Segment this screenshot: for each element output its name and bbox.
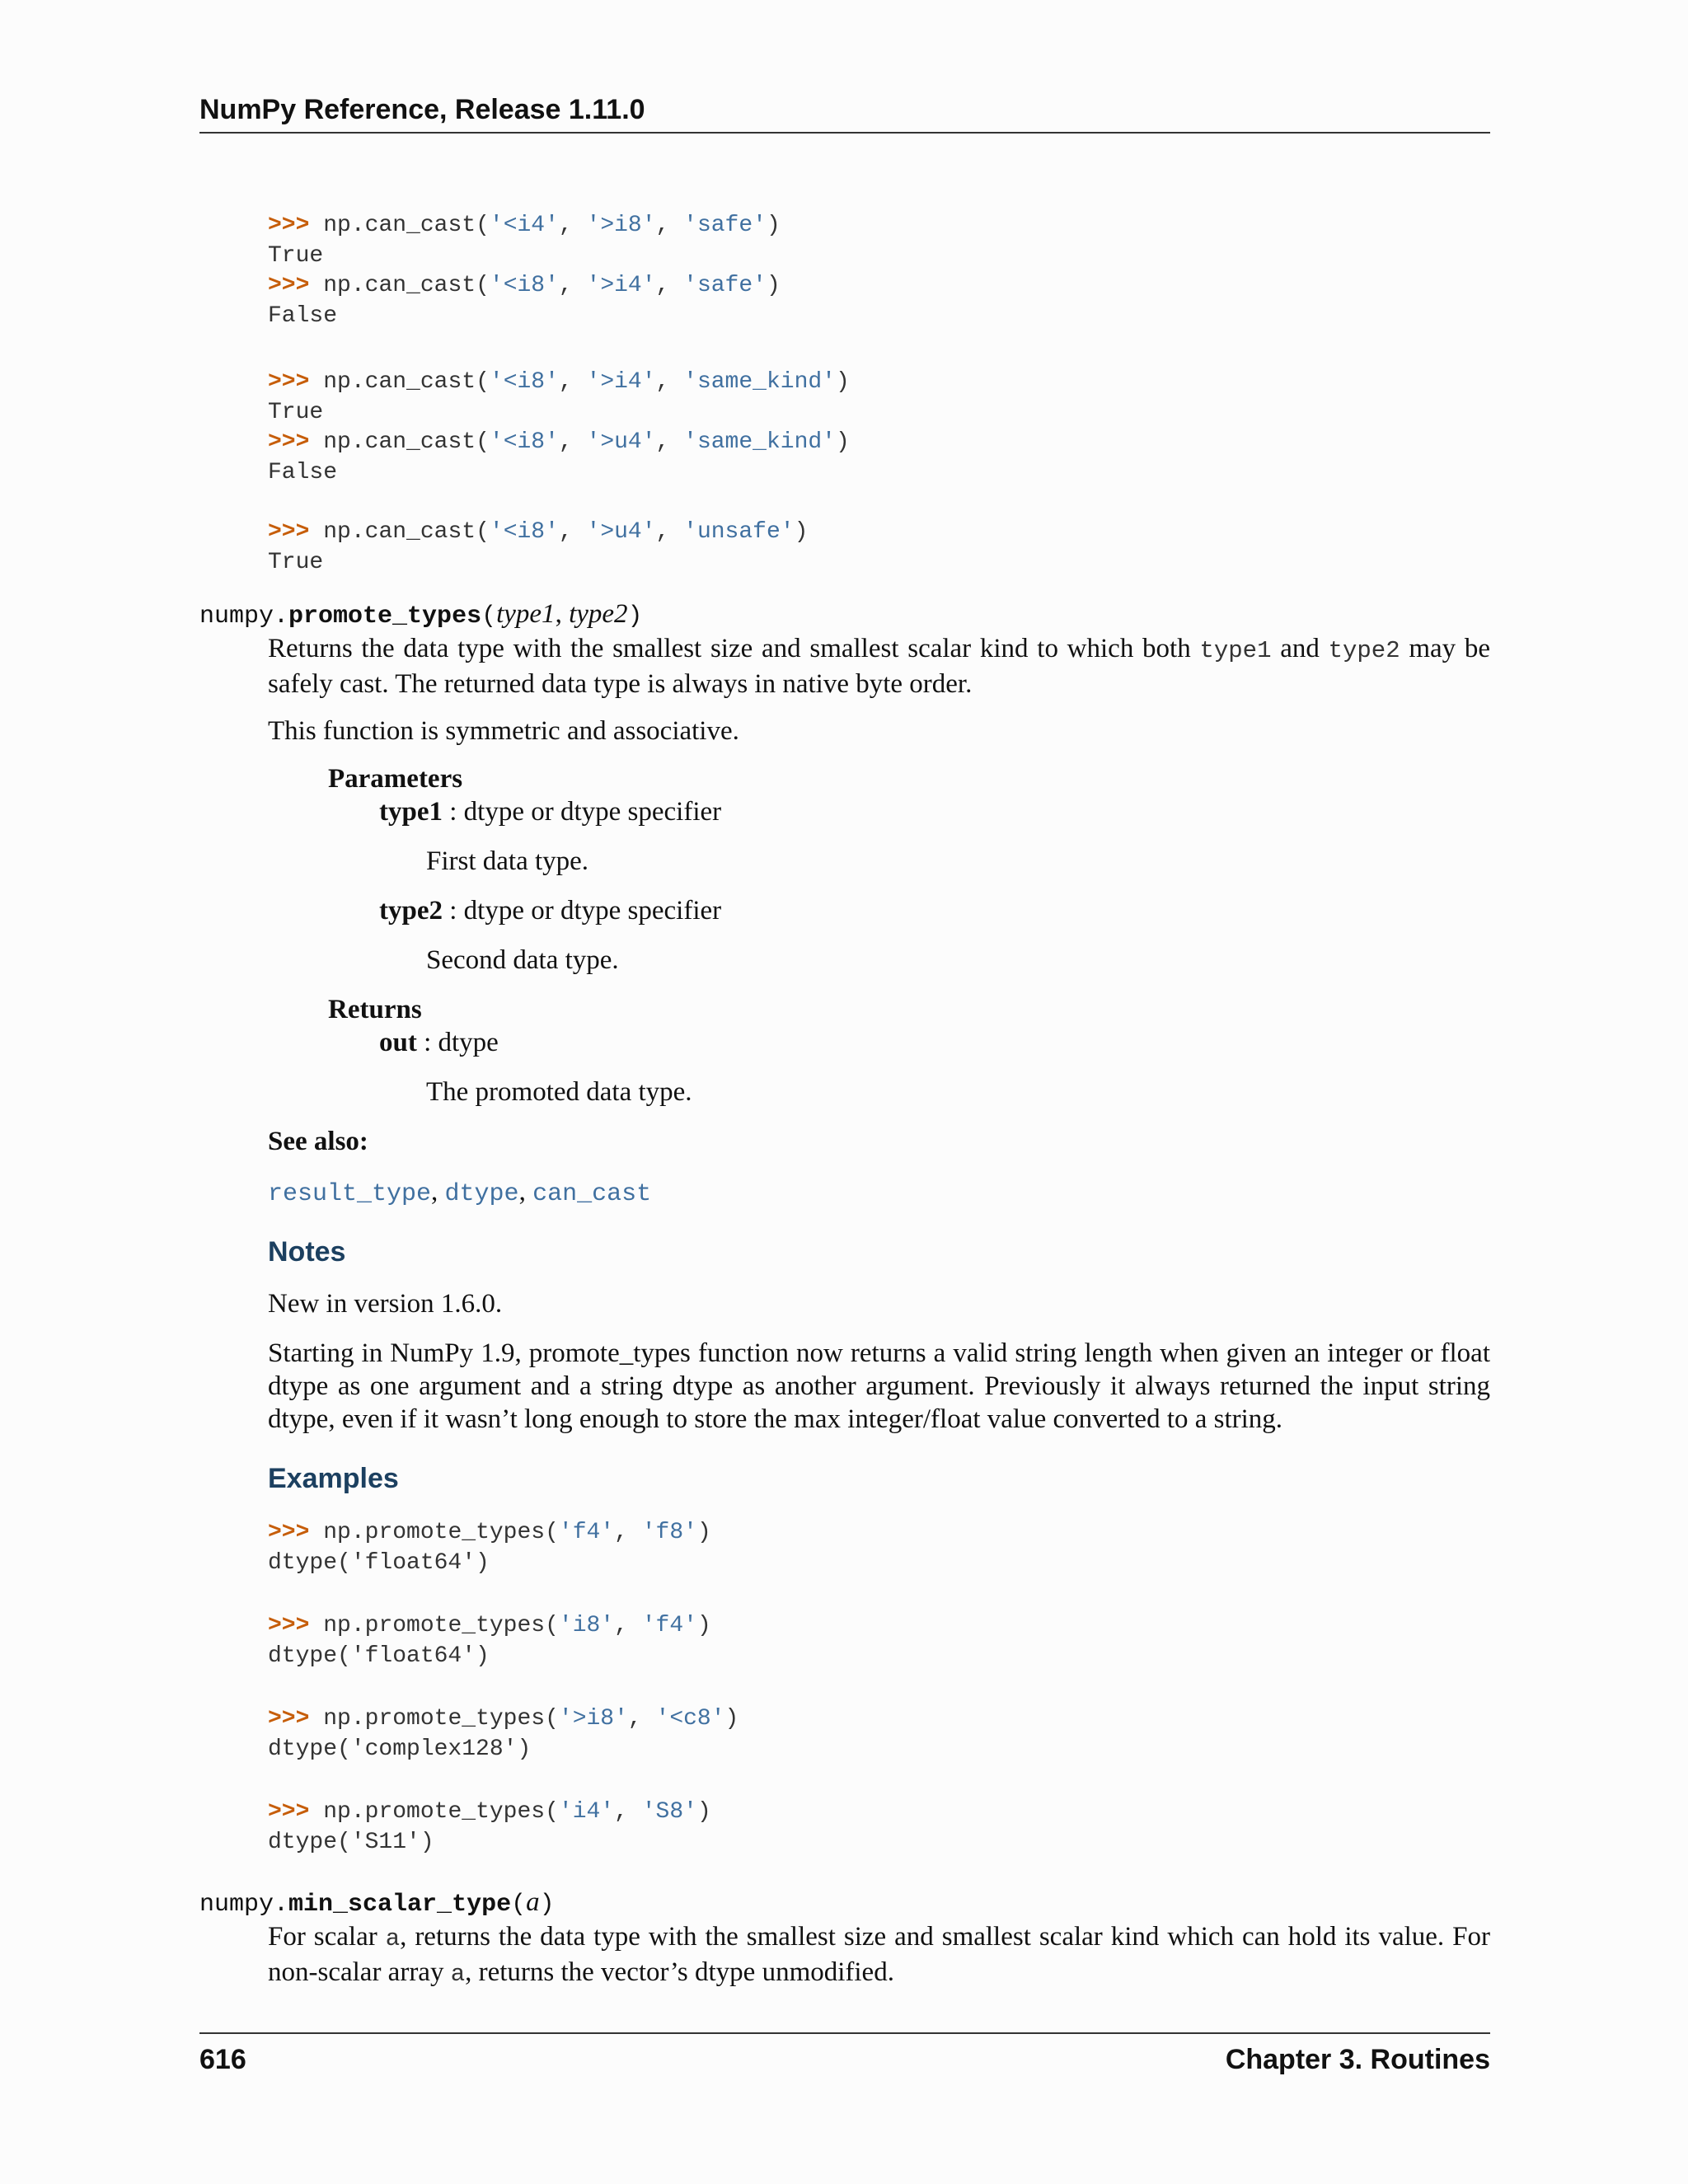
parameter-description: Second data type. xyxy=(426,945,619,975)
parameter-type: : dtype or dtype specifier xyxy=(443,896,722,926)
page-header xyxy=(199,92,1490,134)
see-also-link[interactable]: result_type xyxy=(268,1180,432,1208)
notes-paragraph: New in version 1.6.0. xyxy=(268,1289,503,1319)
return-entry xyxy=(379,1028,499,1058)
header-title: NumPy Reference, Release 1.11.0 xyxy=(199,94,645,125)
link-separator: , xyxy=(431,1177,445,1207)
code-output: False xyxy=(268,302,338,329)
code-block: >>> np.can_cast('<i8', '>i4', 'same_kind') True >>> np.can_cast('<i8', '>u4', 'same_kind') False xyxy=(268,369,850,485)
code-call: np.can_cast xyxy=(323,369,476,395)
text-run: For scalar xyxy=(268,1922,386,1952)
parameter-entry xyxy=(379,896,721,926)
code-string: 'i8' xyxy=(558,1613,615,1638)
parameter-entry xyxy=(379,797,721,827)
code-call: np.promote_types xyxy=(323,1799,546,1825)
module-name: numpy. xyxy=(199,602,289,630)
code-prompt: >>> xyxy=(268,369,310,395)
parameter-name: type2 xyxy=(379,896,443,926)
module-name: numpy. xyxy=(199,1891,289,1919)
code-output: dtype('float64') xyxy=(268,1643,490,1669)
examples-heading: Examples xyxy=(268,1463,399,1494)
code-string: '>i8' xyxy=(586,213,656,238)
return-type: : dtype xyxy=(416,1028,499,1057)
code-call: np.promote_types xyxy=(323,1520,546,1545)
inline-code: a xyxy=(450,1961,466,1988)
code-prompt: >>> xyxy=(268,519,310,545)
text-run: , returns the data type with the smallest size and smallest scalar kind which can hold its value. For non-scalar array xyxy=(268,1922,1490,1987)
page-footer xyxy=(199,2032,1490,2083)
code-string: '>u4' xyxy=(586,519,656,545)
argument: type2 xyxy=(569,599,628,629)
return-name: out xyxy=(379,1028,417,1057)
function-name: promote_types xyxy=(288,602,482,630)
code-string: 'S8' xyxy=(641,1799,697,1825)
code-string: '<i8' xyxy=(489,519,559,545)
code-block: >>> np.promote_types('i4', 'S8') dtype('S11') xyxy=(268,1799,711,1855)
code-output: dtype('float64') xyxy=(268,1549,490,1576)
see-also-link[interactable]: dtype xyxy=(444,1180,519,1208)
close-paren: ) xyxy=(627,602,643,630)
code-block: >>> np.promote_types('f4', 'f8') dtype('float64') xyxy=(268,1520,711,1576)
code-output: True xyxy=(268,549,324,575)
code-block: >>> np.can_cast('<i8', '>u4', 'unsafe') True xyxy=(268,519,809,575)
code-prompt: >>> xyxy=(268,1799,310,1825)
code-string: '>u4' xyxy=(586,429,656,455)
see-also-label: See also: xyxy=(268,1127,368,1156)
code-string: 'f8' xyxy=(641,1520,697,1545)
code-string: '<i4' xyxy=(489,213,559,238)
text-run: and xyxy=(1271,634,1329,663)
return-description: The promoted data type. xyxy=(426,1077,692,1107)
see-also-links xyxy=(268,1177,651,1208)
notes-paragraph: Starting in NumPy 1.9, promote_types function now returns a valid string length when given an integer or float dtype as one argument and a string dtype as another argument. Previously it always returned the input string dtype, even if it wasn’t long enough to store the max integer/float value converted to a string. xyxy=(268,1338,1490,1434)
code-string: 'safe' xyxy=(683,213,767,238)
function-signature xyxy=(199,599,643,630)
code-string: '<i8' xyxy=(489,429,559,455)
code-string: 'f4' xyxy=(641,1613,697,1638)
text-run: , returns the vector’s dtype unmodified. xyxy=(465,1957,894,1987)
code-prompt: >>> xyxy=(268,213,310,238)
notes-heading: Notes xyxy=(268,1236,346,1268)
code-string: 'safe' xyxy=(683,273,767,298)
returns-label: Returns xyxy=(328,995,422,1024)
parameters-label: Parameters xyxy=(328,764,463,794)
function-description xyxy=(268,632,1490,701)
code-output: True xyxy=(268,399,324,425)
code-call: np.can_cast xyxy=(323,519,476,545)
arg-separator: , xyxy=(555,599,570,629)
code-string: 'i4' xyxy=(558,1799,615,1825)
code-block: >>> np.can_cast('<i4', '>i8', 'safe') True >>> np.can_cast('<i8', '>i4', 'safe') False xyxy=(268,213,781,329)
inline-code: a xyxy=(385,1925,401,1952)
description-paragraph: This function is symmetric and associative. xyxy=(268,716,739,746)
code-call: np.can_cast xyxy=(323,213,476,238)
parameter-name: type1 xyxy=(379,797,443,827)
code-prompt: >>> xyxy=(268,429,310,455)
code-prompt: >>> xyxy=(268,1520,310,1545)
code-string: 'unsafe' xyxy=(683,519,795,545)
code-output: dtype('complex128') xyxy=(268,1736,532,1762)
code-string: 'f4' xyxy=(558,1520,615,1545)
inline-code: type1 xyxy=(1199,637,1272,664)
code-call: np.can_cast xyxy=(323,273,476,298)
code-block: >>> np.promote_types('>i8', '<c8') dtype('complex128') xyxy=(268,1706,739,1762)
code-prompt: >>> xyxy=(268,1613,310,1638)
close-paren: ) xyxy=(539,1891,555,1919)
code-string: '>i4' xyxy=(586,369,656,395)
function-signature xyxy=(199,1887,555,1919)
code-string: '<c8' xyxy=(655,1706,725,1732)
open-paren: ( xyxy=(481,602,497,630)
code-output: False xyxy=(268,459,338,485)
code-call: np.can_cast xyxy=(323,429,476,455)
code-string: '<i8' xyxy=(489,273,559,298)
code-prompt: >>> xyxy=(268,1706,310,1732)
code-call: np.promote_types xyxy=(323,1706,546,1732)
chapter-title: Chapter 3. Routines xyxy=(1225,2044,1490,2075)
code-output: True xyxy=(268,242,324,269)
inline-code: type2 xyxy=(1328,637,1400,664)
parameter-type: : dtype or dtype specifier xyxy=(443,797,722,827)
function-name: min_scalar_type xyxy=(288,1891,512,1919)
argument: type1 xyxy=(496,599,556,629)
code-output: dtype('S11') xyxy=(268,1829,434,1855)
code-call: np.promote_types xyxy=(323,1613,546,1638)
open-paren: ( xyxy=(511,1891,527,1919)
page-number: 616 xyxy=(199,2044,246,2075)
text-run: may be safely cast. The returned data type is always in native byte order. xyxy=(268,634,1491,699)
argument: a xyxy=(526,1887,540,1917)
text-run: Returns the data type with the smallest size and smallest scalar kind to which both xyxy=(268,634,1200,663)
code-prompt: >>> xyxy=(268,273,310,298)
see-also-link[interactable]: can_cast xyxy=(532,1180,652,1208)
code-block: >>> np.promote_types('i8', 'f4') dtype('float64') xyxy=(268,1613,711,1669)
code-string: '>i4' xyxy=(586,273,656,298)
code-string: '<i8' xyxy=(489,369,559,395)
function-description xyxy=(268,1920,1490,1991)
code-string: '>i8' xyxy=(558,1706,628,1732)
document-page xyxy=(199,0,1490,2184)
code-string: 'same_kind' xyxy=(683,369,836,395)
parameter-description: First data type. xyxy=(426,846,589,876)
code-string: 'same_kind' xyxy=(683,429,836,455)
link-separator: , xyxy=(518,1177,533,1207)
